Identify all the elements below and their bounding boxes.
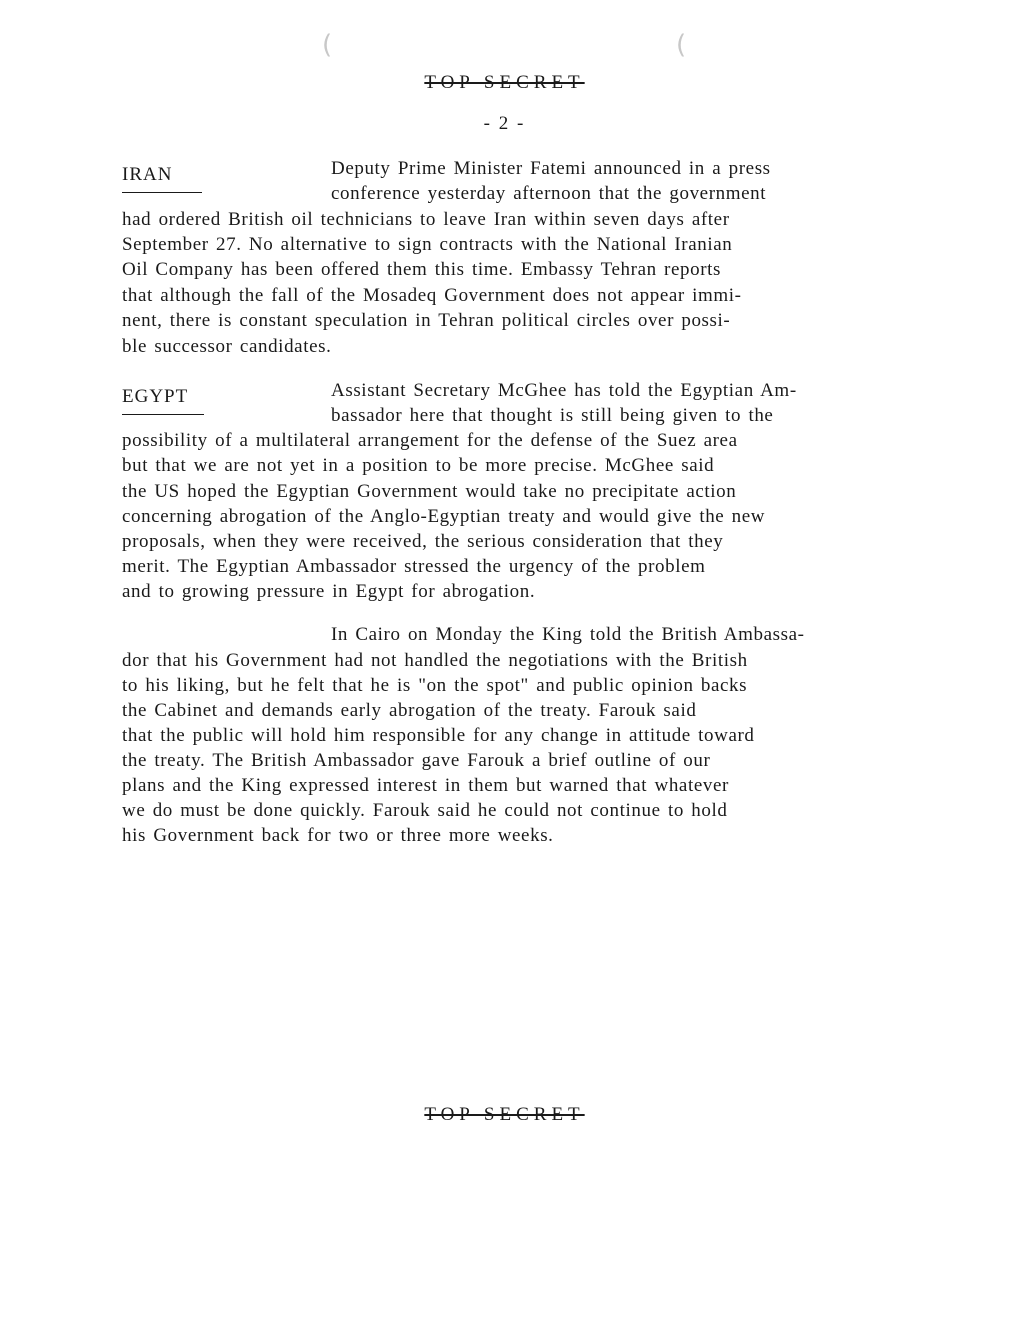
scan-mark: (	[676, 30, 687, 60]
body-line: that although the fall of the Mosadeq Government does not appear immi-	[122, 285, 742, 306]
body-line: merit. The Egyptian Ambassador stressed the urgency of the problem	[122, 556, 706, 577]
body-line: bassador here that thought is still being given to the	[331, 405, 774, 426]
body-line: conference yesterday afternoon that the government	[331, 183, 767, 204]
body-line: to his liking, but he felt that he is "on the spot" and public opinion backs	[122, 675, 748, 696]
bottom-classification-marking	[0, 1104, 1009, 1126]
body-line: his Government back for two or three more weeks.	[122, 825, 554, 846]
body-line: Oil Company has been offered them this time. Embassy Tehran reports	[122, 259, 722, 280]
classification-text: TOP SECRET	[424, 72, 585, 93]
body-line: September 27. No alternative to sign contracts with the National Iranian	[122, 234, 733, 255]
page-number: - 2 -	[483, 113, 526, 134]
body-line: that the public will hold him responsible for any change in attitude toward	[122, 725, 755, 746]
body-line: Deputy Prime Minister Fatemi announced in a press	[331, 158, 771, 179]
top-classification-marking	[0, 72, 1009, 94]
body-line: In Cairo on Monday the King told the British Ambassa-	[331, 624, 805, 645]
section-heading-iran: IRAN	[122, 164, 202, 193]
body-line: had ordered British oil technicians to leave Iran within seven days after	[122, 209, 730, 230]
body-line: concerning abrogation of the Anglo-Egyptian treaty and would give the new	[122, 506, 766, 527]
body-line: plans and the King expressed interest in them but warned that whatever	[122, 775, 729, 796]
body-line: ble successor candidates.	[122, 336, 332, 357]
body-line: we do must be done quickly. Farouk said he could not continue to hold	[122, 800, 728, 821]
body-line: possibility of a multilateral arrangement for the defense of the Suez area	[122, 430, 738, 451]
scan-mark: (	[322, 30, 333, 60]
body-line: proposals, when they were received, the serious consideration that they	[122, 531, 724, 552]
body-line: Assistant Secretary McGhee has told the Egyptian Am-	[331, 380, 797, 401]
body-line: dor that his Government had not handled the negotiations with the British	[122, 650, 748, 671]
body-line: the Cabinet and demands early abrogation of the treaty. Farouk said	[122, 700, 697, 721]
section-heading-egypt: EGYPT	[122, 386, 204, 415]
body-line: nent, there is constant speculation in Tehran political circles over possi-	[122, 310, 731, 331]
classification-text: TOP SECRET	[424, 1104, 585, 1125]
body-line: the US hoped the Egyptian Government would take no precipitate action	[122, 481, 737, 502]
body-line: and to growing pressure in Egypt for abrogation.	[122, 581, 536, 602]
body-line: the treaty. The British Ambassador gave Farouk a brief outline of our	[122, 750, 711, 771]
body-line: but that we are not yet in a position to be more precise. McGhee said	[122, 455, 715, 476]
